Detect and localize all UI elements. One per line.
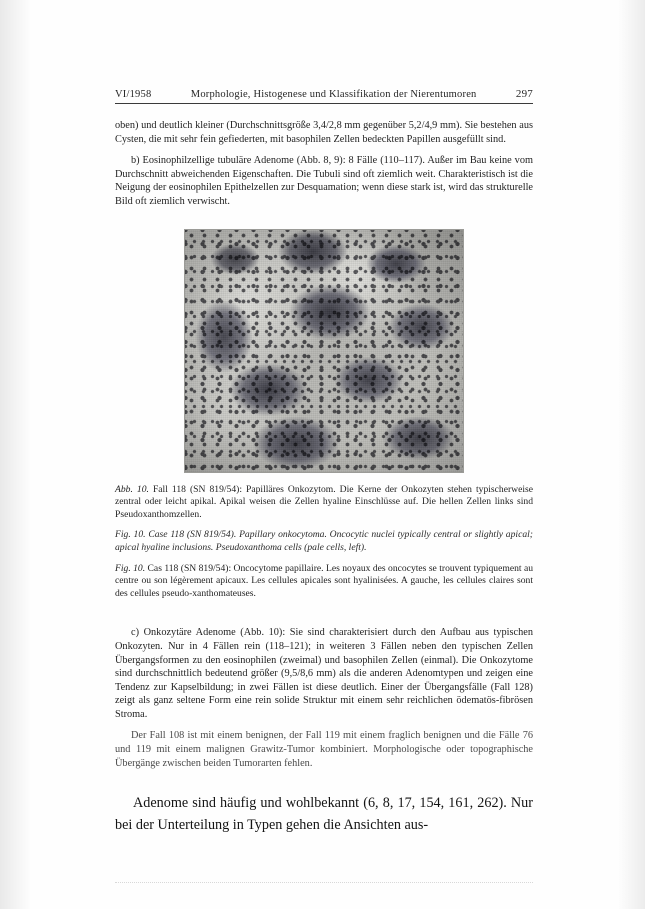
figure-caption-de-label: Abb. 10. [115, 483, 149, 495]
paragraph-continuation: oben) und deutlich kleiner (Durchschnittsgröße 3,4/2,8 mm gegenüber 5,2/4,9 mm). Sie bestehen aus Cysten, die mit sehr fein gefiederten, mit basophilen Zellen bedeckten Papillen ausgefüllt sind. [115, 120, 533, 145]
figure-caption-en-label: Fig. 10. [115, 529, 146, 541]
figure-caption-de [115, 484, 533, 522]
figure-caption-fr-text: Cas 118 (SN 819/54): Oncocytome papillaire. Les noyaux des oncocytes se trouvent typiquement au centre ou son légèrement apicaux. Les cellules apicales sont hyalinisées. A gauche, les cellules claires sont des cellules pseudo-xanthomateuses. [115, 562, 533, 599]
page-title: Morphologie, Histogenese und Klassifikation der Nierentumoren [190, 89, 477, 100]
histology-micrograph-image [184, 229, 464, 473]
paragraph-eosinophil-adenomas: b) Eosinophilzellige tubuläre Adenome (Abb. 8, 9): 8 Fälle (110–117). Außer im Bau keine vom Durchschnitt abweichenden Eigenschaften. Die Tubuli sind oft ziemlich weit. Charakteristisch ist die Neigung der eosinophilen Epithelzellen zur Desquamation; wenn diese stark ist, wird das strukturelle Bild oft ziemlich verwischt. [115, 155, 533, 207]
figure-caption-en-text: Case 118 (SN 819/54). Papillary onkocytoma. Oncocytic nuclei typically central or slightly apical; apical hyaline inclusions. Pseudoxanthoma cells (pale cells, left). [115, 529, 533, 553]
paragraph-closing: Adenome sind häufig und wohlbekannt (6, 8, 17, 154, 161, 262). Nur bei der Unterteilung in Typen gehen die Ansichten aus- [115, 795, 533, 834]
figure-block [115, 229, 533, 473]
page-content [115, 88, 533, 836]
page-bottom-rule [115, 882, 533, 883]
paragraph-case-combinations: Der Fall 108 ist mit einem benignen, der Fall 119 mit einem fraglich benignen und die Fälle 76 und 119 mit einem malignen Grawitz-Tumor kombiniert. Morphologische oder topographische Übergänge zwischen beiden Tumorarten fehlen. [115, 730, 533, 769]
issue-label: VI/1958 [115, 89, 152, 100]
figure-caption-de-text: Fall 118 (SN 819/54): Papilläres Onkozytom. Die Kerne der Onkozyten stehen typischerweise zentral oder leicht apikal. Apikal weisen die Zellen hyaline Einschlüsse auf. Die hellen Zellen links sind Pseudoxanthomzellen. [115, 483, 533, 520]
running-head [115, 88, 533, 104]
figure-caption-fr-label: Fig. 10. [115, 562, 146, 574]
paragraph-oncocytic-adenomas: c) Onkozytäre Adenome (Abb. 10): Sie sind charakterisiert durch den Aufbau aus typischen Onkozyten. Nur in 4 Fällen rein (118–121); in weiteren 3 Fällen neben den typischen Zellen Übergangsformen zu den eosinophilen (zweimal) und basophilen Zellen (einmal). Die Onkozytome sind durchschnittlich bedeutend größer (9,5/8,6 mm) als die anderen Adenomtypen und zeigen eine Tendenz zur Kapselbildung; in zwei Fällen ist diese deutlich. Einer der Übergangsfälle (Fall 128) zeigt als ganz seltene Form eine rein solide Struktur mit einem sehr reichlichen ödematös-fibrösen Stroma. [115, 627, 533, 720]
nuclei-texture [185, 230, 463, 472]
figure-caption-fr [115, 563, 533, 601]
figure-caption-en [115, 529, 533, 554]
page-number: 297 [515, 88, 533, 100]
